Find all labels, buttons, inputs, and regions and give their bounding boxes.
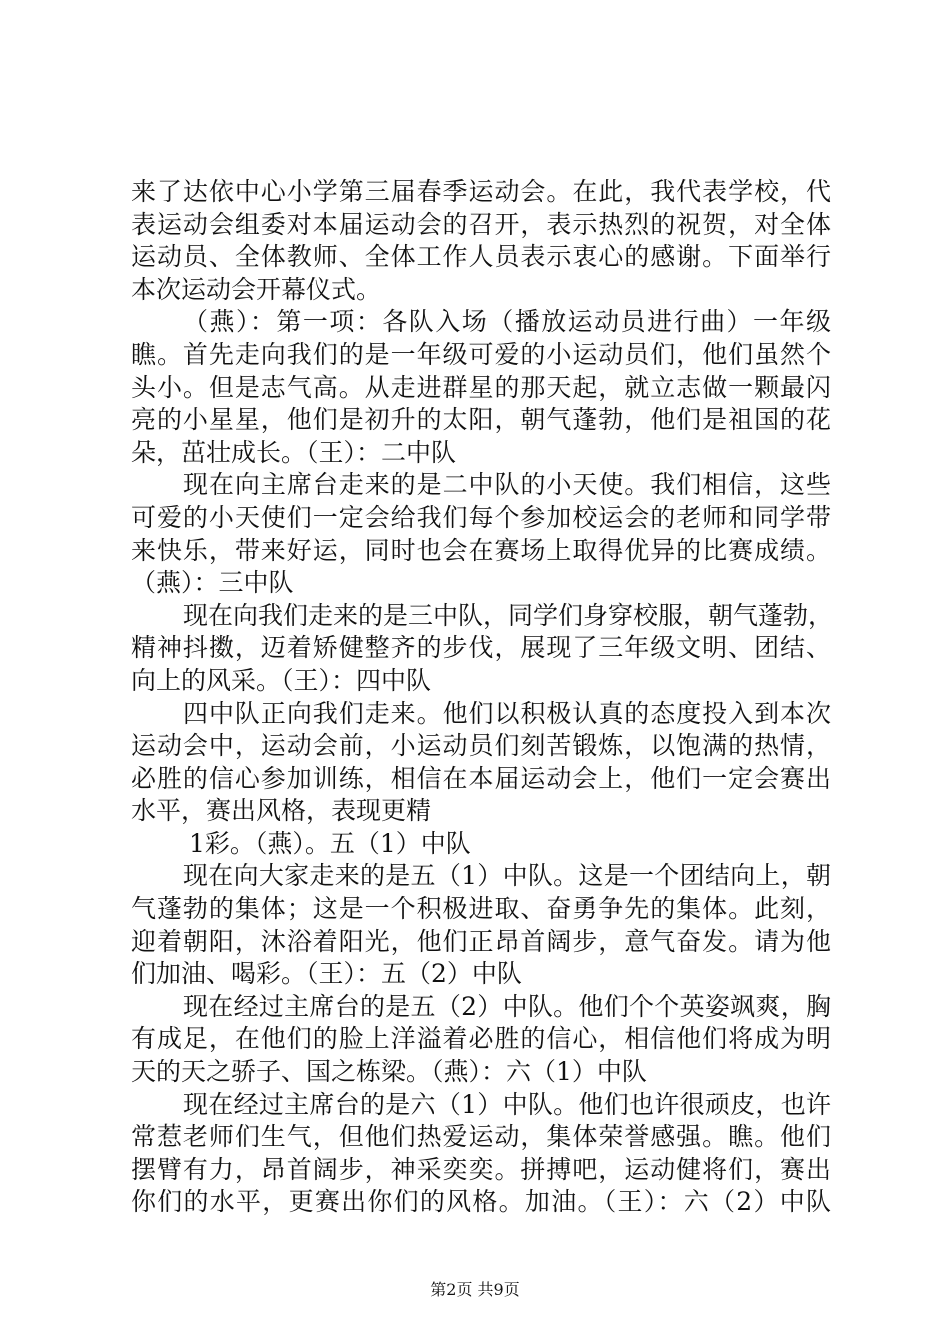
text-line: 来了达依中心小学第三届春季运动会。在此，我代表学校，代: [131, 177, 831, 206]
text-line: 现在经过主席台的是六（1）中队。他们也许很顽皮，也许: [183, 1089, 831, 1119]
text-line: 1彩。（燕）。五（1）中队: [189, 828, 471, 858]
text-line: 亮的小星星，他们是初升的太阳，朝气蓬勃，他们是祖国的花: [131, 405, 831, 435]
text-line: 有成足，在他们的脸上洋溢着必胜的信心，相信他们将成为明: [131, 1024, 831, 1054]
text-line: 你们的水平，更赛出你们的风格。加油。（王）：六（2）中队: [131, 1187, 831, 1217]
text-line: （燕）：三中队: [131, 568, 294, 598]
text-line: 气蓬勃的集体；这是一个积极进取、奋勇争先的集体。此刻，: [131, 894, 831, 924]
text-line: 可爱的小天使们一定会给我们每个参加校运会的老师和同学带: [131, 502, 831, 532]
text-line: 本次运动会开幕仪式。: [131, 274, 382, 304]
text-line: 四中队正向我们走来。他们以积极认真的态度投入到本次: [183, 698, 831, 728]
text-line: 们加油、喝彩。（王）：五（2）中队: [131, 959, 522, 989]
text-line: 迎着朝阳，沐浴着阳光，他们正昂首阔步，意气奋发。请为他: [131, 926, 831, 956]
text-line: 朵，茁壮成长。（王）：二中队: [131, 437, 457, 467]
text-line: 现在经过主席台的是五（2）中队。他们个个英姿飒爽，胸: [183, 991, 831, 1021]
text-line: 水平，赛出风格，表现更精: [131, 796, 432, 826]
text-line: 必胜的信心参加训练，相信在本届运动会上，他们一定会赛出: [131, 763, 831, 793]
text-line: 现在向大家走来的是五（1）中队。这是一个团结向上，朝: [183, 861, 831, 891]
text-line: 现在向我们走来的是三中队，同学们身穿校服，朝气蓬勃，: [183, 600, 834, 630]
text-line: 运动员、全体教师、全体工作人员表示衷心的感谢。下面举行: [131, 242, 831, 272]
text-line: 瞧。首先走向我们的是一年级可爱的小运动员们，他们虽然个: [131, 339, 831, 369]
document-body: [131, 176, 834, 1219]
text-line: 现在向主席台走来的是二中队的小天使。我们相信，这些: [183, 470, 831, 500]
page-number: 第2页 共9页: [430, 1280, 520, 1299]
text-line: 精神抖擞，迈着矫健整齐的步伐，展现了三年级文明、团结、: [131, 633, 831, 663]
text-line: 摆臂有力，昂首阔步，神采奕奕。拼搏吧，运动健将们，赛出: [131, 1154, 831, 1184]
text-line: （燕）：第一项：各队入场（播放运动员进行曲）一年级: [183, 307, 831, 337]
text-line: 常惹老师们生气，但他们热爱运动，集体荣誉感强。瞧。他们: [131, 1122, 831, 1152]
page-footer: [0, 1278, 950, 1302]
text-line: 天的天之骄子、国之栋梁。（燕）：六（1）中队: [131, 1057, 647, 1087]
text-line: 来快乐，带来好运，同时也会在赛场上取得优异的比赛成绩。: [131, 535, 831, 565]
text-line: 表运动会组委对本届运动会的召开，表示热烈的祝贺，对全体: [131, 209, 831, 239]
text-line: 头小。但是志气高。从走进群星的那天起，就立志做一颗最闪: [131, 372, 831, 402]
text-line: 运动会中，运动会前，小运动员们刻苦锻炼，以饱满的热情，: [131, 731, 831, 761]
text-line: 向上的风采。（王）：四中队: [131, 665, 432, 695]
